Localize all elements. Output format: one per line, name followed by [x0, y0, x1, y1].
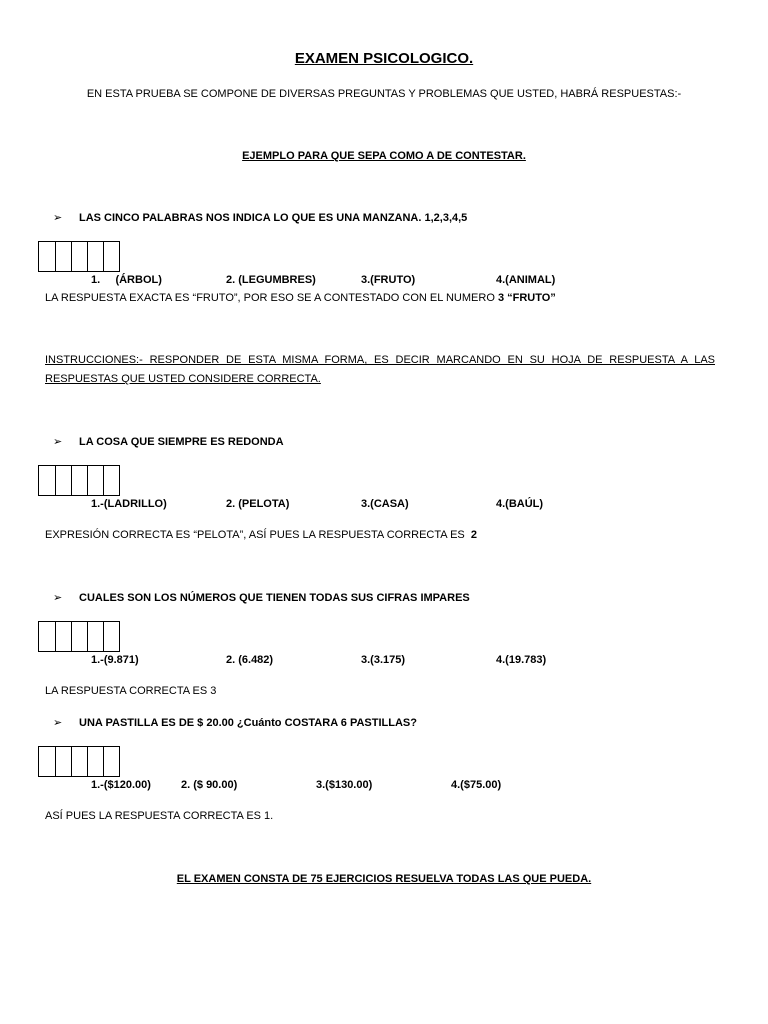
- q3-option-4: 4.(19.783): [496, 654, 547, 666]
- answer-boxes-1: [38, 241, 120, 272]
- example-heading: EJEMPLO PARA QUE SEPA COMO A DE CONTESTAR.: [242, 150, 526, 162]
- q2-option-4: 4.(BAÚL): [496, 498, 544, 510]
- answer-boxes-4: [38, 746, 120, 777]
- question-2: [53, 435, 284, 448]
- q1-option-3: 3.(FRUTO): [361, 274, 416, 286]
- q4-answer: ASÍ PUES LA RESPUESTA CORRECTA ES 1.: [45, 810, 274, 822]
- question-1-text: LAS CINCO PALABRAS NOS INDICA LO QUE ES UNA MANZANA. 1,2,3,4,5: [79, 212, 468, 224]
- q1-option-4: 4.(ANIMAL): [496, 274, 556, 286]
- q4-option-2: 2. ($ 90.00): [181, 779, 238, 791]
- intro-text: EN ESTA PRUEBA SE COMPONE DE DIVERSAS PREGUNTAS Y PROBLEMAS QUE USTED, HABRÁ RESPUESTAS:-: [86, 88, 682, 100]
- question-4-text: UNA PASTILLA ES DE $ 20.00 ¿Cuánto COSTARA 6 PASTILLAS?: [79, 717, 417, 729]
- arrow-bullet-icon: ➢: [53, 436, 63, 448]
- q2-answer: [45, 529, 477, 541]
- question-4: [53, 716, 417, 729]
- q2-answer-text: EXPRESIÓN CORRECTA ES “PELOTA”, ASÍ PUES LA RESPUESTA CORRECTA ES: [45, 529, 471, 541]
- q1-option-2: 2. (LEGUMBRES): [226, 274, 316, 286]
- q3-answer: LA RESPUESTA CORRECTA ES 3: [45, 685, 217, 697]
- q1-answer-text: LA RESPUESTA EXACTA ES “FRUTO”, POR ESO SE A CONTESTADO CON EL NUMERO: [45, 292, 498, 304]
- instructions: INSTRUCCIONES:- RESPONDER DE ESTA MISMA FORMA, ES DECIR MARCANDO EN SU HOJA DE RESPUESTA A LAS RESPUESTAS QUE USTED CONSIDERE CORRECTA.: [45, 354, 715, 385]
- arrow-bullet-icon: ➢: [53, 212, 63, 224]
- q4-option-1: 1.-($120.00): [91, 779, 151, 791]
- q1-answer-value: 3 “FRUTO”: [497, 292, 556, 304]
- q4-option-4: 4.($75.00): [451, 779, 502, 791]
- question-1: [53, 211, 467, 224]
- q3-option-2: 2. (6.482): [226, 654, 274, 666]
- question-3: [53, 591, 470, 604]
- q2-answer-value: 2: [470, 529, 477, 541]
- q1-option-1: 1. (ÁRBOL): [91, 274, 162, 286]
- q1-answer: [45, 292, 556, 304]
- q3-option-3: 3.(3.175): [361, 654, 406, 666]
- q2-option-1: 1.-(LADRILLO): [91, 498, 167, 510]
- footer-note: EL EXAMEN CONSTA DE 75 EJERCICIOS RESUELVA TODAS LAS QUE PUEDA.: [176, 873, 592, 885]
- q4-option-3: 3.($130.00): [316, 779, 373, 791]
- arrow-bullet-icon: ➢: [53, 592, 63, 604]
- arrow-bullet-icon: ➢: [53, 717, 63, 729]
- question-2-text: LA COSA QUE SIEMPRE ES REDONDA: [79, 436, 284, 448]
- q2-option-3: 3.(CASA): [361, 498, 409, 510]
- answer-boxes-3: [38, 621, 120, 652]
- q3-option-1: 1.-(9.871): [91, 654, 139, 666]
- page-title: EXAMEN PSICOLOGICO.: [294, 50, 474, 67]
- question-3-text: CUALES SON LOS NÚMEROS QUE TIENEN TODAS SUS CIFRAS IMPARES: [79, 592, 470, 604]
- answer-boxes-2: [38, 465, 120, 496]
- q2-option-2: 2. (PELOTA): [226, 498, 290, 510]
